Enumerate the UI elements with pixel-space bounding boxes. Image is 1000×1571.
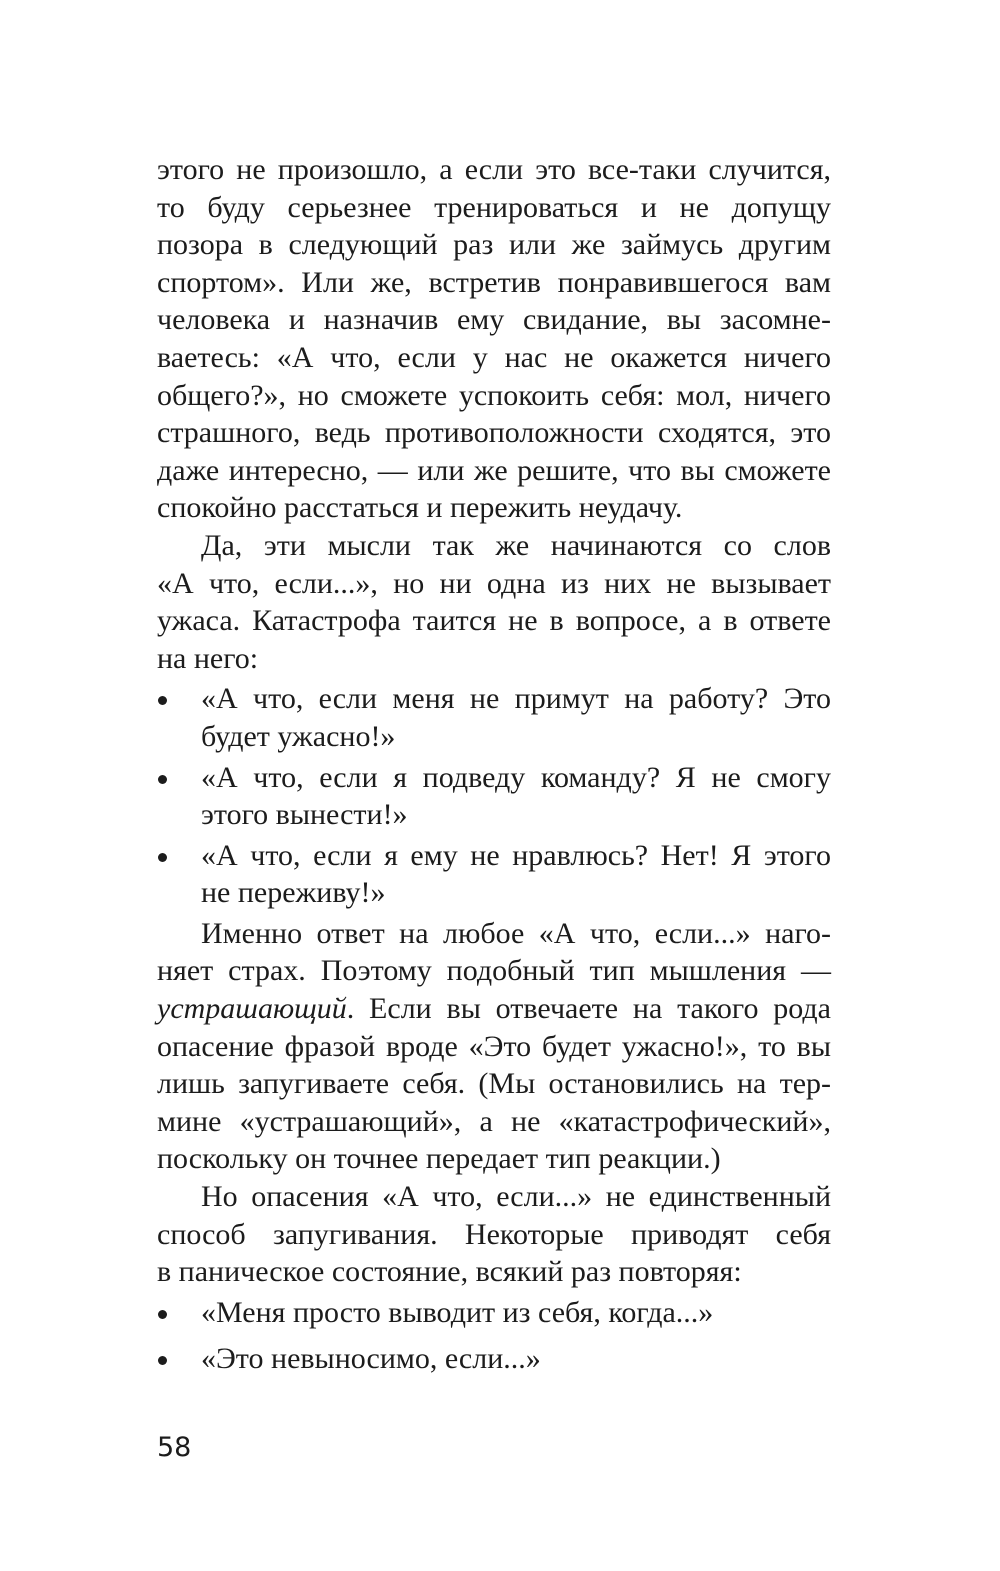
bullet-item — [157, 1340, 831, 1378]
text-line: спокойно расстаться и пережить неудачу. — [157, 491, 683, 525]
bullet-icon — [157, 1294, 167, 1332]
text-line: мине «устрашающий», а не «катастрофический», — [157, 1104, 831, 1138]
text-line — [157, 990, 831, 1028]
text-line: общего?», но сможете успокоить себя: мол, ничего — [157, 378, 831, 412]
text-line: Именно ответ на любое «А что, если...» наго- — [201, 916, 831, 950]
bullet-item — [157, 680, 831, 755]
bullet-icon — [157, 680, 167, 718]
text-line: будет ужасно!» — [201, 719, 396, 753]
text-line: лишь запугиваете себя. (Мы остановились на тер- — [157, 1067, 831, 1101]
text-line: то буду серьезнее тренироваться и не допущу — [157, 190, 831, 224]
bullet-icon — [157, 837, 167, 875]
text-fragment: . Если вы отвечаете на такого рода — [346, 992, 831, 1026]
text-line: «А что, если...», но ни одна из них не вызывает — [157, 566, 831, 600]
paragraph-4 — [157, 1178, 831, 1291]
text-line: в паническое состояние, всякий раз повторяя: — [157, 1255, 742, 1289]
text-line: не переживу!» — [201, 876, 386, 910]
text-line: «Это невыносимо, если...» — [201, 1342, 541, 1376]
text-line: «А что, если я подведу команду? Я не смогу — [201, 760, 831, 794]
body-text — [157, 151, 831, 1378]
text-line: «Меня просто выводит из себя, когда...» — [201, 1295, 714, 1329]
text-line: Но опасения «А что, если...» не единственный — [201, 1180, 831, 1214]
text-line: поскольку он точнее передает тип реакции.) — [157, 1142, 721, 1176]
bullet-item — [157, 1294, 831, 1332]
bullet-icon — [157, 1340, 167, 1378]
text-line: даже интересно, — или же решите, что вы сможете — [157, 453, 831, 487]
text-line: человека и назначив ему свидание, вы засомне- — [157, 303, 831, 337]
bullet-icon — [157, 759, 167, 797]
text-line: «А что, если меня не примут на работу? Это — [201, 682, 831, 716]
text-line: спортом». Или же, встретив понравившегося вам — [157, 265, 831, 299]
paragraph-3 — [157, 915, 831, 1178]
text-line: Да, эти мысли так же начинаются со слов — [201, 528, 831, 562]
text-line: позора в следующий раз или же займусь другим — [157, 228, 831, 262]
text-line: способ запугивания. Некоторые приводят себя — [157, 1217, 831, 1251]
text-line: «А что, если я ему не нравлюсь? Нет! Я этого — [201, 838, 831, 872]
text-line: этого не произошло, а если это все-таки случится, — [157, 153, 831, 186]
paragraph-2 — [157, 527, 831, 677]
text-line: этого вынести!» — [201, 798, 408, 832]
paragraph-1 — [157, 151, 831, 527]
bullet-item — [157, 837, 831, 912]
text-line: няет страх. Поэтому подобный тип мышления — — [157, 954, 831, 988]
text-line: ужаса. Катастрофа таится не в вопросе, а в ответе — [157, 604, 831, 638]
page-number: 58 — [157, 1432, 192, 1463]
bullet-item — [157, 759, 831, 834]
text-line: ваетесь: «А что, если у нас не окажется ничего — [157, 340, 831, 374]
text-line: опасение фразой вроде «Это будет ужасно!», то вы — [157, 1029, 831, 1063]
italic-term: устрашающий — [157, 992, 347, 1026]
text-line: страшного, ведь противоположности сходятся, это — [157, 416, 831, 450]
text-line: на него: — [157, 641, 259, 675]
